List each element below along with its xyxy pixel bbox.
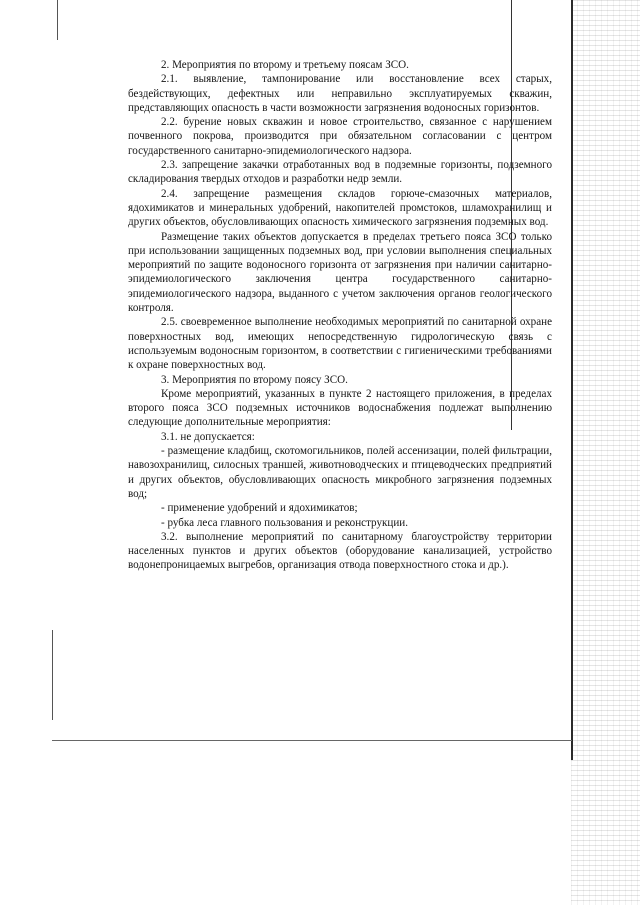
list-item: - рубка леса главного пользования и реконструкции.: [161, 516, 408, 529]
scan-edge-line: [571, 0, 573, 760]
section-heading-2: 2. Мероприятия по второму и третьему поясам ЗСО.: [161, 59, 409, 71]
paragraph-2-5: 2.5. своевременное выполнение необходимых мероприятий по санитарной охране поверхностных вод, имеющих непосредственную гидрологическую связь с используемым водоносным горизонтом, в соответствии с гигиеническими требованиями к охране поверхностных вод.: [128, 316, 552, 372]
document-body: [128, 58, 552, 573]
section-heading-3: 3. Мероприятия по второму поясу ЗСО.: [161, 373, 348, 386]
paragraph-additional: Кроме мероприятий, указанных в пункте 2 настоящего приложения, в пределах второго пояса ЗСО подземных источников водоснабжения подлежат выполнению следующие дополнительные мероприятия:: [128, 387, 552, 429]
paragraph-2-2: 2.2. бурение новых скважин и новое строительство, связанное с нарушением почвенного покрова, производится при обязательном согласовании с центром государственного санитарно-эпидемиологического надзора.: [128, 116, 552, 157]
scan-mark-top: [57, 0, 58, 40]
paragraph-3-1: 3.1. не допускается:: [161, 430, 255, 443]
scan-mark-bottom: [52, 740, 572, 741]
scan-mark-left: [52, 630, 53, 720]
paragraph-2-3: 2.3. запрещение закачки отработанных вод в подземные горизонты, подземного складирования твердых отходов и разработки недр земли.: [128, 159, 552, 186]
paragraph-3-2: 3.2. выполнение мероприятий по санитарному благоустройству территории населенных пунктов и других объектов (оборудование канализацией, устройство водонепроницаемых выгребов, организация отвода поверхностного стока и др.).: [128, 530, 552, 572]
list-item: - размещение кладбищ, скотомогильников, полей ассенизации, полей фильтрации, навозохранилищ, силосных траншей, животноводческих и птицеводческих предприятий и других объектов, обусловливающих опасность микробного загрязнения подземных вод;: [128, 445, 552, 500]
paragraph-2-4: 2.4. запрещение размещения складов горюче-смазочных материалов, ядохимикатов и минеральных удобрений, накопителей промстоков, шламохранилищ и других объектов, обусловливающих опасность химического загрязнения подземных вод.: [128, 187, 552, 229]
scan-edge-shadow: [571, 0, 640, 905]
paragraph-placement: Размещение таких объектов допускается в пределах третьего пояса ЗСО только при использовании защищенных подземных вод, при условии выполнения специальных мероприятий по защите водоносного горизонта от загрязнения при наличии санитарно-эпидемиологического заключения центра государственного санитарно-эпидемиологического надзора, выданного с учетом заключения органов геологического контроля.: [128, 230, 552, 315]
list-item: - применение удобрений и ядохимикатов;: [161, 502, 358, 515]
paragraph-2-1: 2.1. выявление, тампонирование или восстановление всех старых, бездействующих, дефектных или неправильно эксплуатируемых скважин, представляющих опасность в части возможности загрязнения водоносных горизонтов.: [128, 73, 552, 114]
